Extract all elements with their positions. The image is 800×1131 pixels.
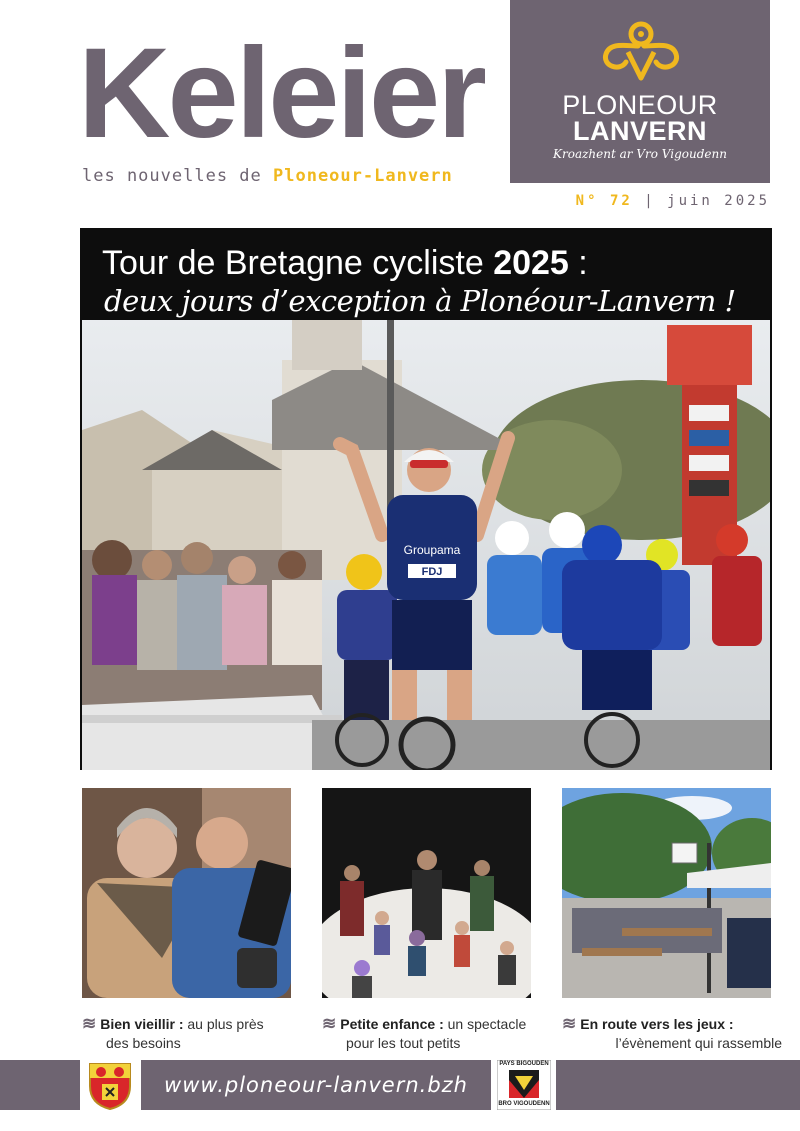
jersey-text: Groupama [403,543,461,557]
logo-name-line2: LANVERN [572,116,707,146]
triskell-logo-icon [596,20,686,82]
masthead-title: Keleier [78,22,484,165]
issue-date: juin 2025 [667,193,770,209]
subtitle-prefix: les nouvelles de [82,166,273,186]
issue-number: N° 72 [575,193,633,209]
issue-info [576,193,770,209]
headline-year: 2025 [493,244,569,282]
wave-icon: ≋ [562,1014,577,1033]
article-caption-children[interactable]: ≋ Petite enfance : un spectacle pour les tout petits [322,1014,527,1051]
cover-photo-cyclists [82,320,770,770]
cover-story [80,228,772,770]
footer-bar-right [556,1060,800,1110]
logo-name-line1: PLONEOUR [562,90,718,120]
wave-icon: ≋ [322,1014,337,1033]
bro-vigoudenn-label: BRO VIGOUDENN [498,1101,550,1107]
pays-bigouden-label: PAYS BIGOUDEN [499,1061,549,1067]
wave-icon: ≋ [82,1014,97,1033]
coat-of-arms-icon [87,1060,133,1110]
article-caption-seniors[interactable]: ≋ Bien vieillir : au plus près des besoins [82,1014,264,1051]
thumb-games-event-photo [562,788,771,998]
issue-separator: | [644,193,656,209]
jersey-sponsor: FDJ [421,566,443,578]
cover-headline-line2: deux jours d’exception à Plonéour-Lanvern ! [104,284,736,318]
thumb-children-show-photo [322,788,531,998]
masthead-subtitle [82,166,453,186]
town-logo-box [510,0,770,183]
thumb-seniors-photo [82,788,291,998]
website-link[interactable]: www.ploneour-lanvern.bzh [164,1073,468,1097]
article-caption-games[interactable]: ≋ En route vers les jeux : l’évènement qui rassemble [562,1014,782,1051]
cover-headline-line1: Tour de Bretagne cycliste 2025 : [102,244,588,282]
subtitle-town: Ploneour-Lanvern [273,166,453,186]
footer-bar-left [0,1060,80,1110]
logo-tagline: Kroazhent ar Vro Vigoudenn [553,147,727,161]
